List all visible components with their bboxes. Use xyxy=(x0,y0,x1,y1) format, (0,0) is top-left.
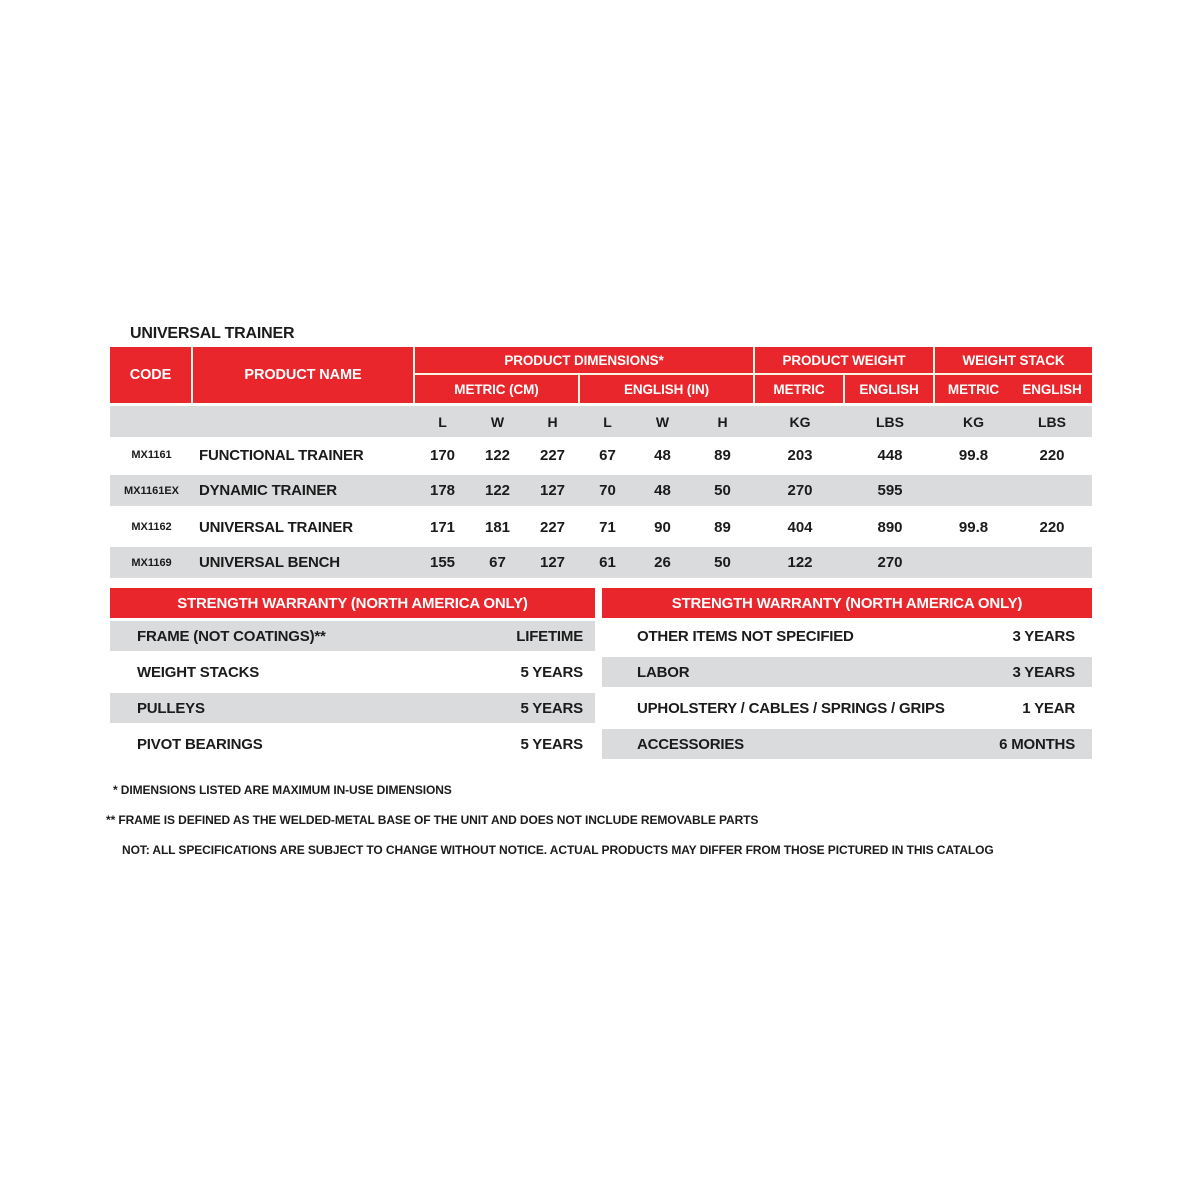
dim-w-cm: 181 xyxy=(484,518,511,536)
stack-lbs xyxy=(1012,475,1092,506)
warranty-term: 5 YEARS xyxy=(520,699,583,717)
stack-kg xyxy=(935,547,1012,578)
warranty-row xyxy=(602,618,1092,654)
warranty-row xyxy=(602,690,1092,726)
warranty-row xyxy=(602,654,1092,690)
product-name: FUNCTIONAL TRAINER xyxy=(199,446,364,464)
col-header-stack-english: ENGLISH xyxy=(1012,375,1092,403)
table-row xyxy=(110,437,1092,473)
unit-label: LBS xyxy=(1038,413,1066,430)
dim-l-in: 61 xyxy=(599,554,616,571)
warranty-table-right xyxy=(602,588,1092,762)
table-row xyxy=(110,509,1092,545)
dim-w-in: 90 xyxy=(654,518,671,536)
warranty-item: PULLEYS xyxy=(137,699,205,717)
dim-l-cm: 171 xyxy=(429,518,456,536)
weight-kg: 203 xyxy=(787,446,813,464)
col-header-weight-metric: METRIC xyxy=(755,375,845,403)
warranty-term: 3 YEARS xyxy=(1012,627,1075,645)
product-code: MX1169 xyxy=(131,556,172,569)
footnote-disclaimer: NOT: ALL SPECIFICATIONS ARE SUBJECT TO CHANGE WITHOUT NOTICE. ACTUAL PRODUCTS MAY DIFFER FROM THOSE PICTURED IN THIS CATALOG xyxy=(122,843,994,857)
warranty-row xyxy=(110,690,595,726)
dim-l-cm: 170 xyxy=(429,446,456,464)
dim-w-in: 26 xyxy=(654,554,671,571)
dim-l-in: 67 xyxy=(599,446,616,464)
unit-label: W xyxy=(655,413,670,430)
warranty-term: 3 YEARS xyxy=(1012,663,1075,681)
warranty-row xyxy=(110,618,595,654)
col-header-english-in: ENGLISH (IN) xyxy=(580,375,755,403)
stack-kg: 99.8 xyxy=(958,518,989,536)
dim-w-cm: 122 xyxy=(484,482,511,499)
unit-label: L xyxy=(438,413,447,430)
col-header-code: CODE xyxy=(110,347,193,403)
unit-label: KG xyxy=(789,413,811,430)
stack-lbs: 220 xyxy=(1039,518,1065,536)
warranty-item: FRAME (NOT COATINGS)** xyxy=(137,627,326,645)
table-row xyxy=(110,473,1092,509)
product-name: DYNAMIC TRAINER xyxy=(199,482,337,499)
col-header-stack-metric: METRIC xyxy=(935,375,1012,403)
dim-l-in: 71 xyxy=(599,518,616,536)
warranty-term: 5 YEARS xyxy=(520,735,583,753)
weight-kg: 270 xyxy=(787,482,813,499)
col-header-product-name: PRODUCT NAME xyxy=(193,347,415,403)
warranty-item: OTHER ITEMS NOT SPECIFIED xyxy=(637,627,854,645)
warranty-item: WEIGHT STACKS xyxy=(137,663,260,681)
unit-label: KG xyxy=(963,413,984,430)
unit-label: W xyxy=(490,413,505,430)
footnote-dimensions: * DIMENSIONS LISTED ARE MAXIMUM IN-USE DIMENSIONS xyxy=(113,783,452,797)
warranty-item: LABOR xyxy=(637,663,690,681)
product-code: MX1161 xyxy=(131,449,172,461)
spec-table-header xyxy=(110,347,1092,403)
warranty-section xyxy=(110,588,1092,762)
subheader-spacer xyxy=(193,406,415,437)
dim-h-in: 89 xyxy=(714,518,731,536)
weight-kg: 404 xyxy=(787,518,813,536)
unit-label: H xyxy=(547,413,558,430)
product-name: UNIVERSAL BENCH xyxy=(199,554,340,571)
dim-w-cm: 67 xyxy=(489,554,506,571)
col-header-weight: PRODUCT WEIGHT xyxy=(755,347,935,375)
warranty-table-left xyxy=(110,588,595,762)
product-code: MX1161EX xyxy=(123,484,180,497)
warranty-row xyxy=(110,726,595,762)
warranty-left-header: STRENGTH WARRANTY (NORTH AMERICA ONLY) xyxy=(110,588,595,618)
warranty-row xyxy=(110,654,595,690)
dim-h-cm: 127 xyxy=(539,554,566,571)
col-header-dimensions: PRODUCT DIMENSIONS* xyxy=(415,347,755,375)
product-code: MX1162 xyxy=(131,521,172,533)
dim-w-cm: 122 xyxy=(484,446,511,464)
product-name: UNIVERSAL TRAINER xyxy=(199,518,353,536)
table-row xyxy=(110,545,1092,581)
stack-lbs: 220 xyxy=(1039,446,1065,464)
unit-label: LBS xyxy=(876,413,904,430)
dim-h-cm: 227 xyxy=(539,446,566,464)
weight-kg: 122 xyxy=(787,554,813,571)
warranty-term: 5 YEARS xyxy=(520,663,583,681)
dim-l-cm: 178 xyxy=(429,482,456,499)
dim-h-cm: 127 xyxy=(539,482,566,499)
weight-lbs: 890 xyxy=(877,518,903,536)
page-title: UNIVERSAL TRAINER xyxy=(130,325,295,342)
dim-h-in: 89 xyxy=(714,446,731,464)
stack-kg: 99.8 xyxy=(958,446,989,464)
warranty-item: PIVOT BEARINGS xyxy=(137,735,263,753)
weight-lbs: 270 xyxy=(877,554,903,571)
weight-lbs: 448 xyxy=(877,446,903,464)
spec-table-unit-row xyxy=(110,403,1092,437)
spec-sheet xyxy=(106,325,1092,873)
footnotes xyxy=(106,783,1092,857)
stack-lbs xyxy=(1012,547,1092,578)
warranty-right-header: STRENGTH WARRANTY (NORTH AMERICA ONLY) xyxy=(602,588,1092,618)
footnote-frame: ** FRAME IS DEFINED AS THE WELDED-METAL BASE OF THE UNIT AND DOES NOT INCLUDE REMOVABLE PARTS xyxy=(106,813,759,827)
col-header-metric-cm: METRIC (CM) xyxy=(415,375,580,403)
dim-h-in: 50 xyxy=(714,554,731,571)
dim-w-in: 48 xyxy=(654,482,671,499)
dim-l-in: 70 xyxy=(599,482,616,499)
col-header-weight-english: ENGLISH xyxy=(845,375,935,403)
subheader-spacer xyxy=(110,406,193,437)
warranty-term: 6 MONTHS xyxy=(999,735,1075,753)
warranty-term: 1 YEAR xyxy=(1022,699,1075,717)
dim-l-cm: 155 xyxy=(429,554,456,571)
unit-label: H xyxy=(717,413,728,430)
weight-lbs: 595 xyxy=(877,482,903,499)
warranty-term: LIFETIME xyxy=(516,627,583,645)
unit-label: L xyxy=(603,413,612,430)
dim-h-in: 50 xyxy=(714,482,731,499)
warranty-item: ACCESSORIES xyxy=(637,735,744,753)
dim-w-in: 48 xyxy=(654,446,671,464)
dim-h-cm: 227 xyxy=(539,518,566,536)
warranty-row xyxy=(602,726,1092,762)
stack-kg xyxy=(935,475,1012,506)
col-header-stack: WEIGHT STACK xyxy=(935,347,1092,375)
warranty-item: UPHOLSTERY / CABLES / SPRINGS / GRIPS xyxy=(637,699,945,717)
